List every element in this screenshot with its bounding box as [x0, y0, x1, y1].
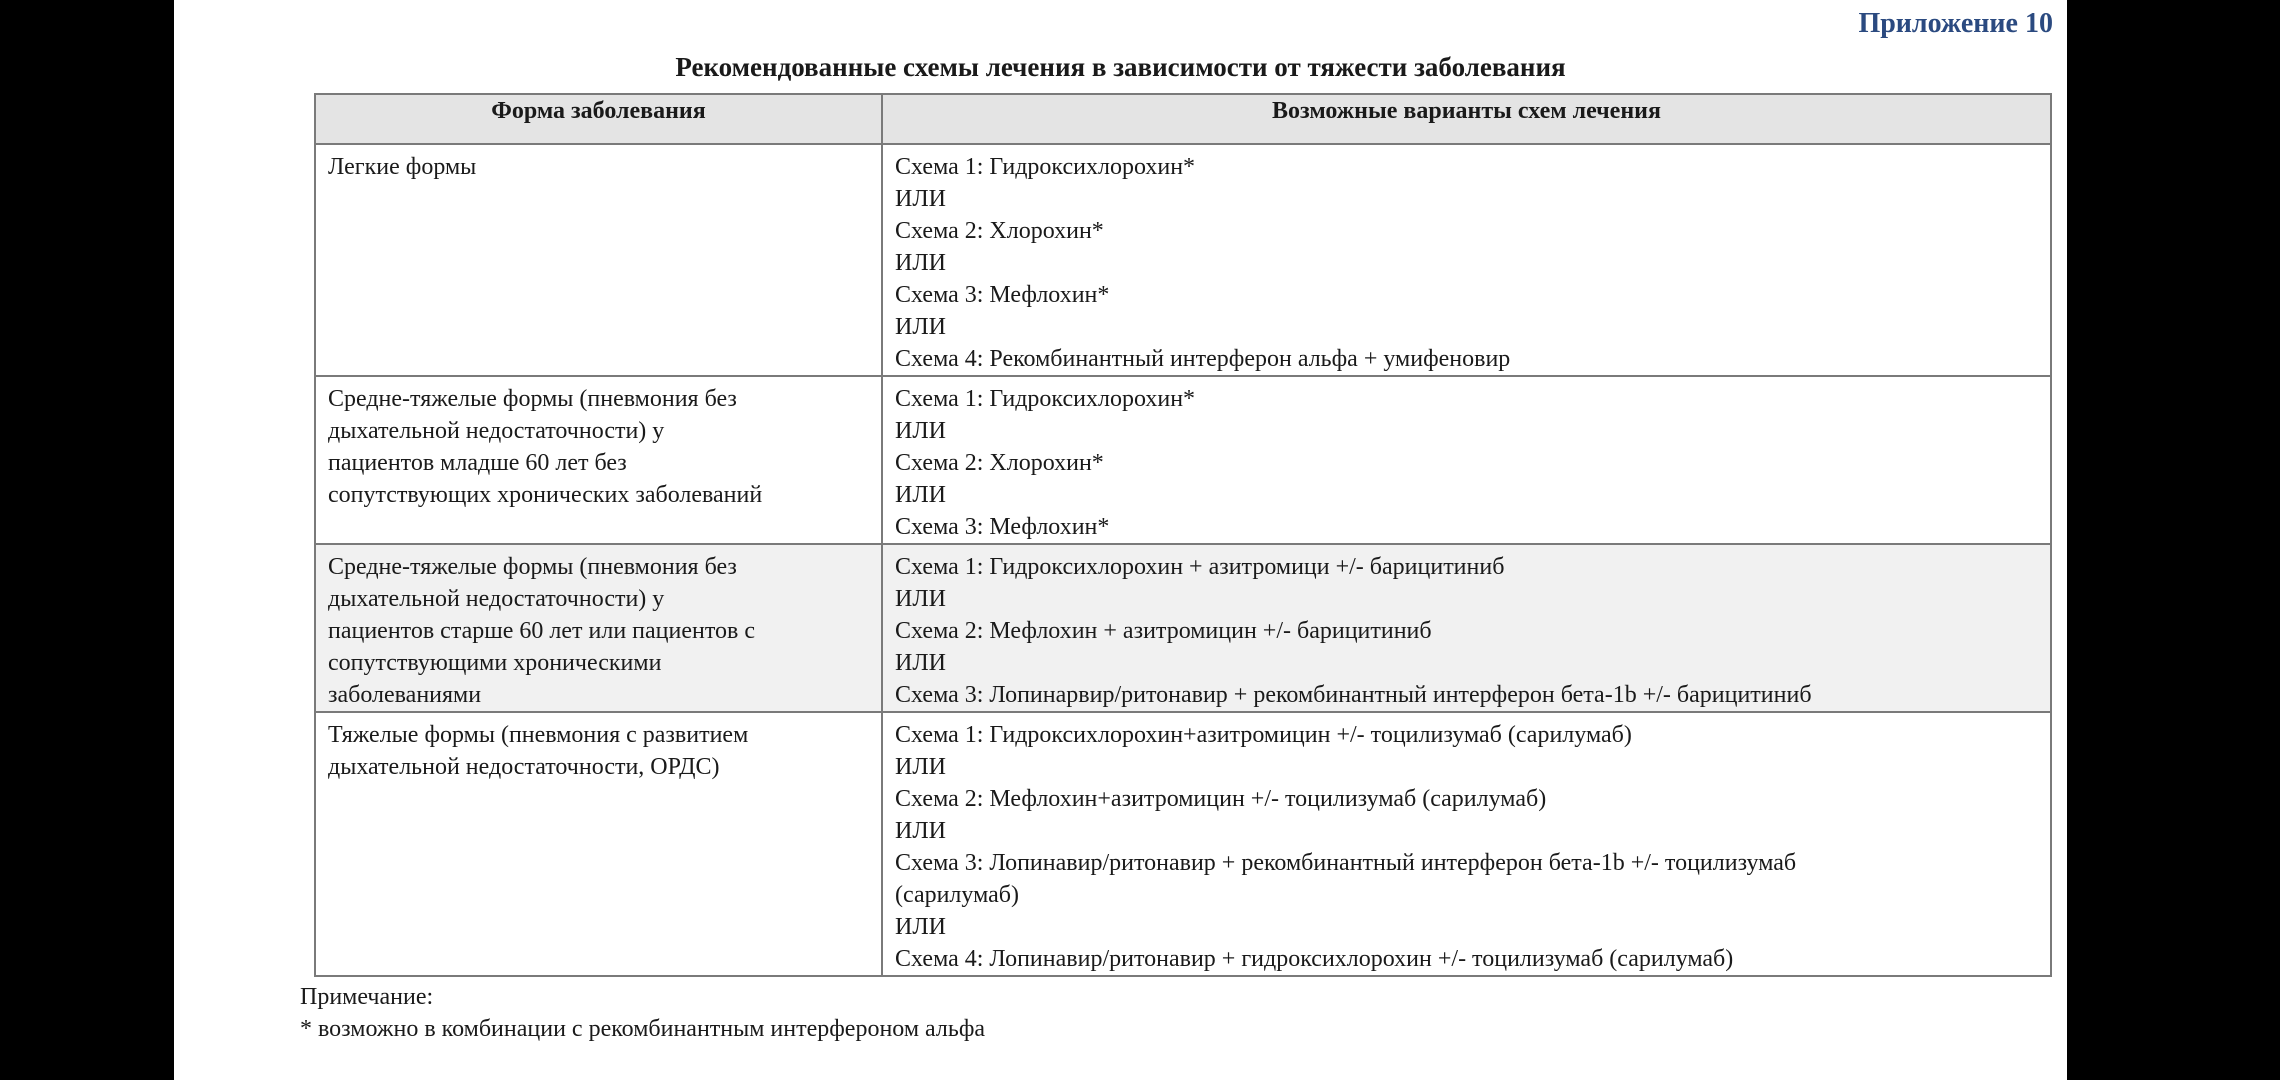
disease-form-cell	[315, 544, 882, 712]
disease-form-cell	[315, 144, 882, 376]
footnote-label: Примечание:	[300, 984, 434, 1010]
scheme-line: ИЛИ	[895, 314, 946, 340]
scheme-line: Схема 2: Хлорохин*	[895, 450, 1104, 476]
scheme-line: ИЛИ	[895, 754, 946, 780]
scheme-line: ИЛИ	[895, 818, 946, 844]
treatment-schemes-cell	[882, 712, 2051, 976]
footnote-text: * возможно в комбинации с рекомбинантным интерфероном альфа	[300, 1016, 986, 1042]
header-schemes: Возможные варианты схем лечения	[882, 94, 2051, 144]
scheme-line: ИЛИ	[895, 650, 946, 676]
disease-form-text: дыхательной недостаточности) у	[328, 586, 665, 612]
scheme-line: Схема 1: Гидроксихлорохин+азитромицин +/- тоцилизумаб (сарилумаб)	[895, 722, 1632, 748]
treatment-table	[314, 93, 2052, 977]
disease-form-text: Легкие формы	[328, 154, 477, 180]
document-title: Рекомендованные схемы лечения в зависимости от тяжести заболевания	[675, 52, 1566, 82]
treatment-schemes-cell	[882, 376, 2051, 544]
scheme-line: (сарилумаб)	[895, 882, 1019, 908]
scheme-line: ИЛИ	[895, 914, 946, 940]
scheme-line: ИЛИ	[895, 250, 946, 276]
scheme-line: Схема 4: Рекомбинантный интерферон альфа + умифеновир	[895, 346, 1511, 372]
scheme-line: Схема 3: Мефлохин*	[895, 514, 1110, 540]
scheme-line: Схема 1: Гидроксихлорохин + азитромици +/- барицитиниб	[895, 554, 1505, 580]
scheme-line: ИЛИ	[895, 586, 946, 612]
scheme-line: ИЛИ	[895, 418, 946, 444]
scheme-line: Схема 2: Хлорохин*	[895, 218, 1104, 244]
table-row	[315, 544, 2051, 712]
scheme-line: Схема 2: Мефлохин+азитромицин +/- тоцилизумаб (сарилумаб)	[895, 786, 1547, 812]
disease-form-text: сопутствующими хроническими	[328, 650, 662, 676]
disease-form-text: Средне-тяжелые формы (пневмония без	[328, 554, 737, 580]
scheme-line: ИЛИ	[895, 186, 946, 212]
table-row	[315, 144, 2051, 376]
appendix-label: Приложение 10	[1858, 8, 2053, 39]
table-header-row	[315, 94, 2051, 144]
treatment-schemes-cell	[882, 544, 2051, 712]
disease-form-cell	[315, 712, 882, 976]
table-row	[315, 712, 2051, 976]
scheme-line: Схема 2: Мефлохин + азитромицин +/- барицитиниб	[895, 618, 1432, 644]
scheme-line: Схема 3: Мефлохин*	[895, 282, 1110, 308]
disease-form-text: пациентов старше 60 лет или пациентов с	[328, 618, 756, 644]
header-form: Форма заболевания	[315, 94, 882, 144]
footnote	[300, 981, 985, 1045]
scheme-line: ИЛИ	[895, 482, 946, 508]
disease-form-text: пациентов младше 60 лет без	[328, 450, 627, 476]
table-row	[315, 376, 2051, 544]
scheme-line: Схема 1: Гидроксихлорохин*	[895, 386, 1196, 412]
scheme-line: Схема 1: Гидроксихлорохин*	[895, 154, 1196, 180]
scheme-line: Схема 3: Лопинарвир/ритонавир + рекомбинантный интерферон бета-1b +/- барицитиниб	[895, 682, 1812, 708]
disease-form-text: сопутствующих хронических заболеваний	[328, 482, 763, 508]
disease-form-cell	[315, 376, 882, 544]
document-page	[174, 0, 2067, 1080]
scheme-line: Схема 4: Лопинавир/ритонавир + гидроксихлорохин +/- тоцилизумаб (сарилумаб)	[895, 946, 1734, 972]
disease-form-text: заболеваниями	[328, 682, 482, 708]
disease-form-text: дыхательной недостаточности) у	[328, 418, 665, 444]
disease-form-text: Тяжелые формы (пневмония с развитием	[328, 722, 749, 748]
treatment-schemes-cell	[882, 144, 2051, 376]
disease-form-text: Средне-тяжелые формы (пневмония без	[328, 386, 737, 412]
disease-form-text: дыхательной недостаточности, ОРДС)	[328, 754, 720, 780]
scheme-line: Схема 3: Лопинавир/ритонавир + рекомбинантный интерферон бета-1b +/- тоцилизумаб	[895, 850, 1797, 876]
